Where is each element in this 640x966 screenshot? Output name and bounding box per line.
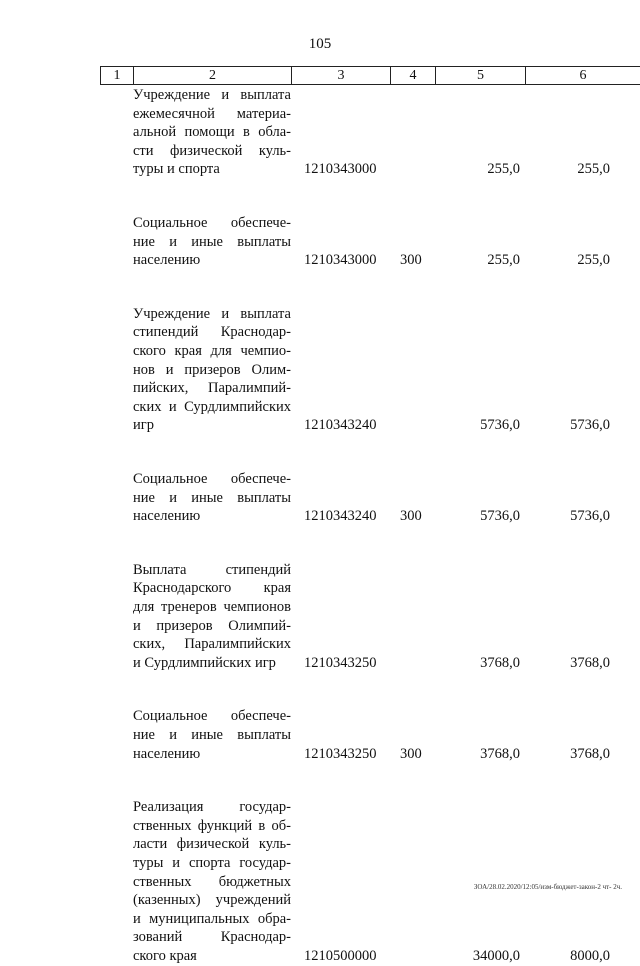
row-value-col6: 8000,0	[570, 947, 610, 966]
row-name-line: ственных бюджетных	[133, 873, 291, 892]
row-name-line: ственных функций в об-	[133, 817, 291, 836]
row-value-col6: 3768,0	[570, 654, 610, 673]
row-name-line: сти физической куль-	[133, 142, 291, 161]
row-name-line: Социальное обеспече-	[133, 470, 291, 489]
row-value-col6: 5736,0	[570, 507, 610, 526]
row-code: 1210343240	[304, 416, 377, 435]
row-name	[133, 86, 291, 179]
row-name-line: Социальное обеспече-	[133, 214, 291, 233]
row-name-line: (казенных) учреждений	[133, 891, 291, 910]
row-name-line: альной помощи в обла-	[133, 123, 291, 142]
row-name-line: ских, Паралимпийских	[133, 635, 291, 654]
row-code: 1210500000	[304, 947, 377, 966]
row-name-line: ского края	[133, 947, 291, 966]
row-name-line: туры и спорта	[133, 160, 291, 179]
row-name-line: Выплата стипендий	[133, 561, 291, 580]
row-name-line: ние и иные выплаты	[133, 726, 291, 745]
header-col-4: 4	[391, 67, 436, 85]
row-code: 1210343000	[304, 160, 377, 179]
row-value-col6: 5736,0	[570, 416, 610, 435]
row-name-line: Социальное обеспече-	[133, 707, 291, 726]
header-col-2: 2	[134, 67, 292, 85]
row-name-line: Учреждение и выплата	[133, 305, 291, 324]
row-code: 1210343240	[304, 507, 377, 526]
row-name-line: населению	[133, 251, 291, 270]
row-expense-type: 300	[400, 251, 422, 270]
row-name-line: ских и Сурдлимпийских	[133, 398, 291, 417]
footer-note: ЗОА/28.02.2020/12:05/изм-бюджет-закон-2 чт- 2ч.	[474, 883, 622, 891]
row-name-line: Реализация государ-	[133, 798, 291, 817]
row-value-col5: 5736,0	[480, 507, 520, 526]
header-col-6: 6	[526, 67, 640, 85]
row-name-line: и Сурдлимпийских игр	[133, 654, 291, 673]
page-number: 105	[0, 36, 640, 53]
row-name-line: ежемесячной материа-	[133, 105, 291, 124]
row-name	[133, 798, 291, 965]
row-name-line: нов и призеров Олим-	[133, 361, 291, 380]
header-col-5: 5	[436, 67, 526, 85]
row-name-line: ние и иные выплаты	[133, 489, 291, 508]
row-name-line: населению	[133, 745, 291, 764]
row-name-line: стипендий Краснодар-	[133, 323, 291, 342]
row-code: 1210343000	[304, 251, 377, 270]
row-value-col5: 255,0	[487, 160, 520, 179]
row-value-col5: 255,0	[487, 251, 520, 270]
row-name-line: ние и иные выплаты	[133, 233, 291, 252]
header-col-3: 3	[292, 67, 391, 85]
row-name	[133, 470, 291, 526]
row-name-line: зований Краснодар-	[133, 928, 291, 947]
row-name-line: и призеров Олимпий-	[133, 617, 291, 636]
row-name-line: населению	[133, 507, 291, 526]
row-value-col5: 5736,0	[480, 416, 520, 435]
row-name-line: для тренеров чемпионов	[133, 598, 291, 617]
row-name	[133, 214, 291, 270]
row-value-col5: 3768,0	[480, 654, 520, 673]
row-code: 1210343250	[304, 654, 377, 673]
header-col-1: 1	[101, 67, 134, 85]
row-value-col6: 255,0	[577, 251, 610, 270]
row-name-line: туры и спорта государ-	[133, 854, 291, 873]
row-code: 1210343250	[304, 745, 377, 764]
row-name-line: и муниципальных обра-	[133, 910, 291, 929]
row-name	[133, 305, 291, 435]
row-expense-type: 300	[400, 745, 422, 764]
row-name-line: Учреждение и выплата	[133, 86, 291, 105]
row-name-line: ласти физической куль-	[133, 835, 291, 854]
row-name-line: ского края для чемпио-	[133, 342, 291, 361]
row-value-col6: 3768,0	[570, 745, 610, 764]
row-expense-type: 300	[400, 507, 422, 526]
row-value-col5: 34000,0	[473, 947, 520, 966]
row-name-line: Краснодарского края	[133, 579, 291, 598]
row-value-col5: 3768,0	[480, 745, 520, 764]
row-name	[133, 707, 291, 763]
row-value-col6: 255,0	[577, 160, 610, 179]
table-header	[100, 66, 640, 85]
row-name-line: игр	[133, 416, 291, 435]
row-name	[133, 561, 291, 673]
row-name-line: пийских, Паралимпий-	[133, 379, 291, 398]
